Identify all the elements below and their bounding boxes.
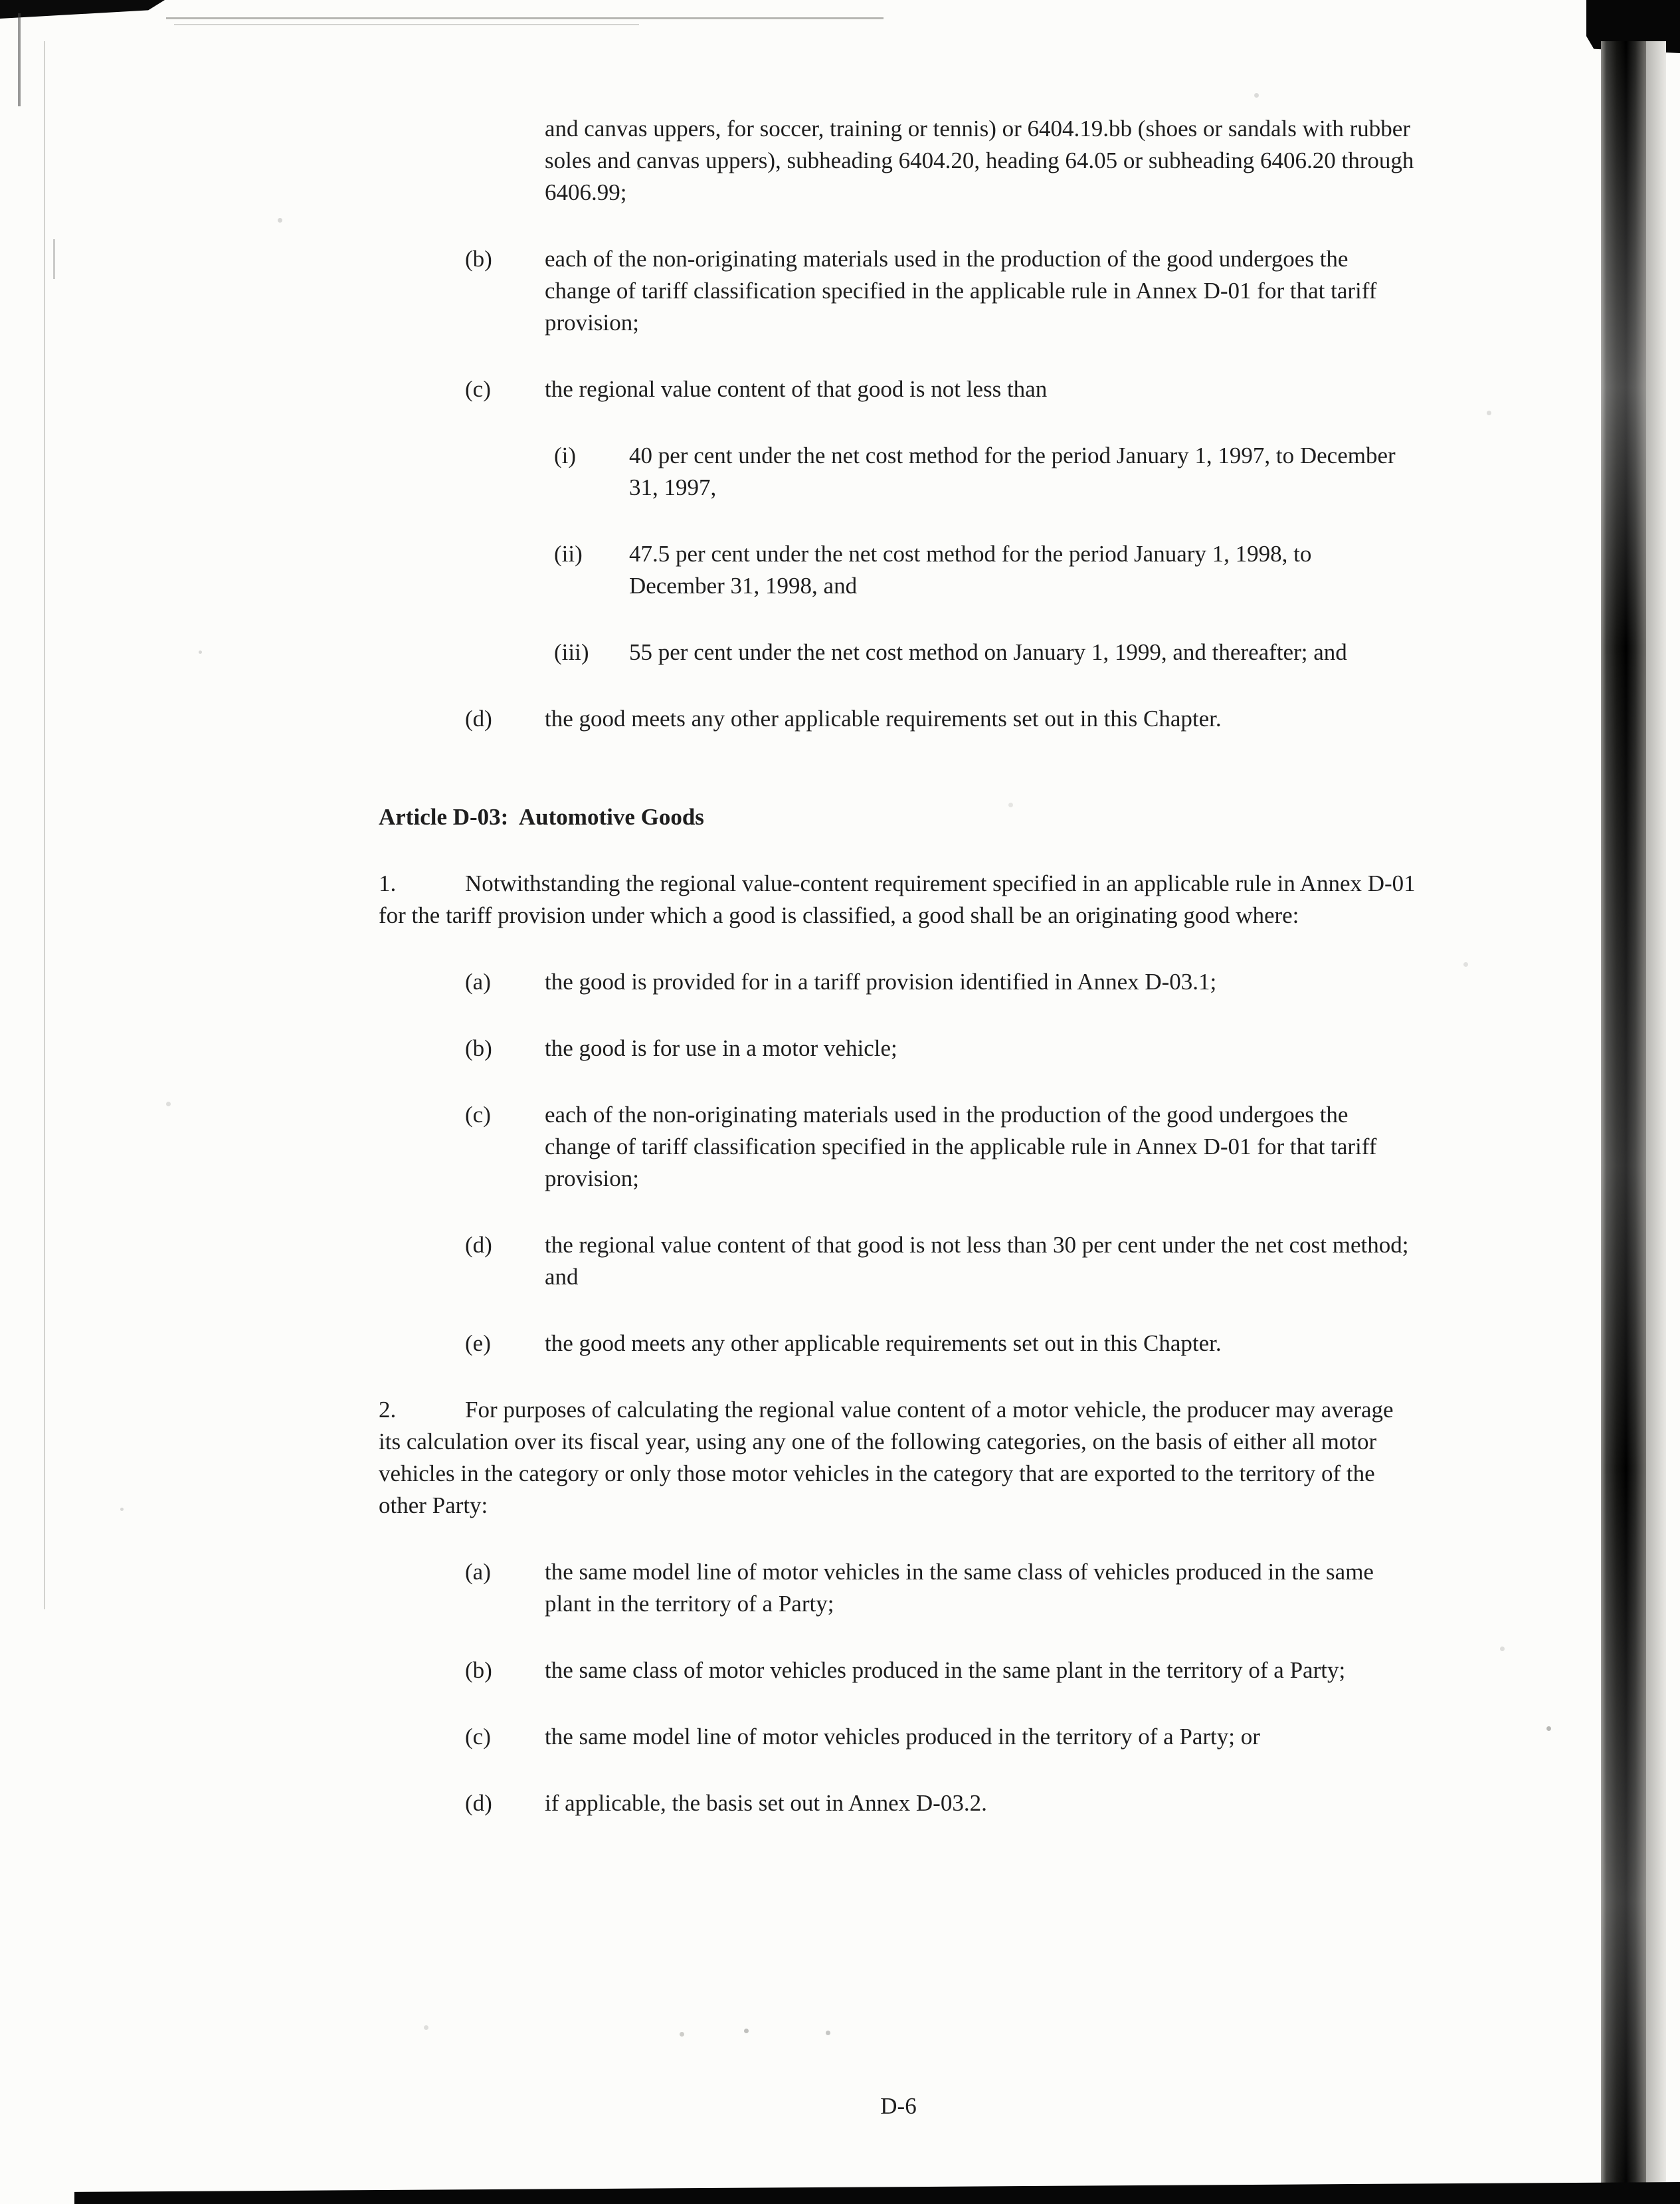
- list-item-text: the same model line of motor vehicles produced in the territory of a Party; or: [545, 1724, 1260, 1750]
- sublist-item-label: (i): [554, 443, 577, 468]
- sublist-item-label: (iii): [554, 639, 589, 665]
- list-item-text: each of the non-originating materials used in the production of the good undergoes the change of tariff classification specified in the applicable rule in Annex D-01 for that tariff provision;: [545, 246, 1377, 336]
- list-item-label: (d): [465, 1790, 492, 1816]
- list-item-text: if applicable, the basis set out in Annex D-03.2.: [545, 1790, 987, 1816]
- article-heading: Article D-03: Automotive Goods: [379, 804, 704, 830]
- scan-artifact-left-line: [44, 41, 45, 1609]
- list-item-b: [465, 243, 1418, 339]
- scan-artifact-speckles: [0, 0, 2, 2]
- page-number: D-6: [880, 2093, 917, 2119]
- list-item-text: the same class of motor vehicles produced in the same plant in the territory of a Party;: [545, 1657, 1346, 1683]
- paragraph-text: Notwithstanding the regional value-content requirement specified in an applicable rule in Annex D-01 for the tariff provision under which a good is classified, a good shall be an originating good where:: [379, 870, 1416, 928]
- list2-item-b: [465, 1654, 1418, 1686]
- sublist-item-i: [554, 440, 1418, 504]
- list-item-label: (b): [465, 246, 492, 272]
- list2-item-c: [465, 1721, 1418, 1753]
- scan-artifact-left-mark: [53, 239, 55, 279]
- list2-item-a: [465, 1556, 1418, 1620]
- scan-artifact-right-binding-strip: [1601, 41, 1646, 2204]
- sublist-item-text: 55 per cent under the net cost method on January 1, 1999, and thereafter; and: [629, 639, 1347, 665]
- list-item-label: (b): [465, 1657, 492, 1683]
- list-item-text: the good is for use in a motor vehicle;: [545, 1035, 897, 1061]
- list1-item-a: [465, 966, 1418, 998]
- list2-item-d: [465, 1787, 1418, 1819]
- list-item-text: the regional value content of that good is not less than 30 per cent under the net cost method; and: [545, 1232, 1409, 1290]
- list-item-text: the good meets any other applicable requirements set out in this Chapter.: [545, 1330, 1222, 1356]
- list1-item-d: [465, 1229, 1418, 1293]
- sublist-item-text: 47.5 per cent under the net cost method for the period January 1, 1998, to December 31, 1998, and: [629, 541, 1312, 599]
- list-item-label: (a): [465, 969, 491, 995]
- sublist-item-iii: [554, 637, 1418, 668]
- scan-artifact-left-line-2: [18, 13, 21, 106]
- list-item-label: (a): [465, 1559, 491, 1585]
- paragraph-continuation: and canvas uppers, for soccer, training or tennis) or 6404.19.bb (shoes or sandals with rubber soles and canvas uppers), subheading 6404.20, heading 64.05 or subheading 6406.20 through 6406.99;: [545, 116, 1414, 205]
- list-item-label: (d): [465, 706, 492, 732]
- list-item-text: the good meets any other applicable requirements set out in this Chapter.: [545, 706, 1222, 732]
- list-item-c: [465, 373, 1418, 405]
- list-item-text: the good is provided for in a tariff provision identified in Annex D-03.1;: [545, 969, 1217, 995]
- list-item-text: the same model line of motor vehicles in the same class of vehicles produced in the same plant in the territory of a Party;: [545, 1559, 1374, 1617]
- sublist-item-ii: [554, 538, 1418, 602]
- scan-artifact-top-line: [166, 17, 884, 19]
- document-body: [379, 113, 1418, 1819]
- scan-artifact-right-edge-shade: [1646, 41, 1666, 2204]
- scan-artifact-bottom-bar: [74, 2182, 1680, 2204]
- sublist-item-text: 40 per cent under the net cost method for the period January 1, 1997, to December 31, 1997,: [629, 443, 1396, 500]
- paragraph-number: 2.: [379, 1397, 397, 1423]
- list1-item-e: [465, 1328, 1418, 1359]
- list1-item-c: [465, 1099, 1418, 1195]
- list-item-label: (c): [465, 376, 491, 402]
- list-item-label: (d): [465, 1232, 492, 1258]
- list-item-text: each of the non-originating materials used in the production of the good undergoes the change of tariff classification specified in the applicable rule in Annex D-01 for that tariff provision;: [545, 1102, 1377, 1191]
- paragraph-2: [379, 1394, 1418, 1522]
- sublist-item-label: (ii): [554, 541, 583, 567]
- paragraph-1: [379, 868, 1418, 932]
- paragraph-number: 1.: [379, 870, 397, 896]
- list1-item-b: [465, 1033, 1418, 1064]
- list-item-label: (c): [465, 1102, 491, 1128]
- scan-artifact-top-left-bar: [0, 0, 165, 19]
- list-item-d: [465, 703, 1418, 735]
- paragraph-text: For purposes of calculating the regional value content of a motor vehicle, the producer may average its calculation over its fiscal year, using any one of the following categories, on the basis of either all motor vehicles in the category or only those motor vehicles in the category that are exported to the territory of the other Party:: [379, 1397, 1394, 1518]
- list-item-label: (e): [465, 1330, 491, 1356]
- scan-artifact-top-line-2: [174, 24, 639, 25]
- list-item-label: (b): [465, 1035, 492, 1061]
- list-item-label: (c): [465, 1724, 491, 1750]
- list-item-text: the regional value content of that good is not less than: [545, 376, 1048, 402]
